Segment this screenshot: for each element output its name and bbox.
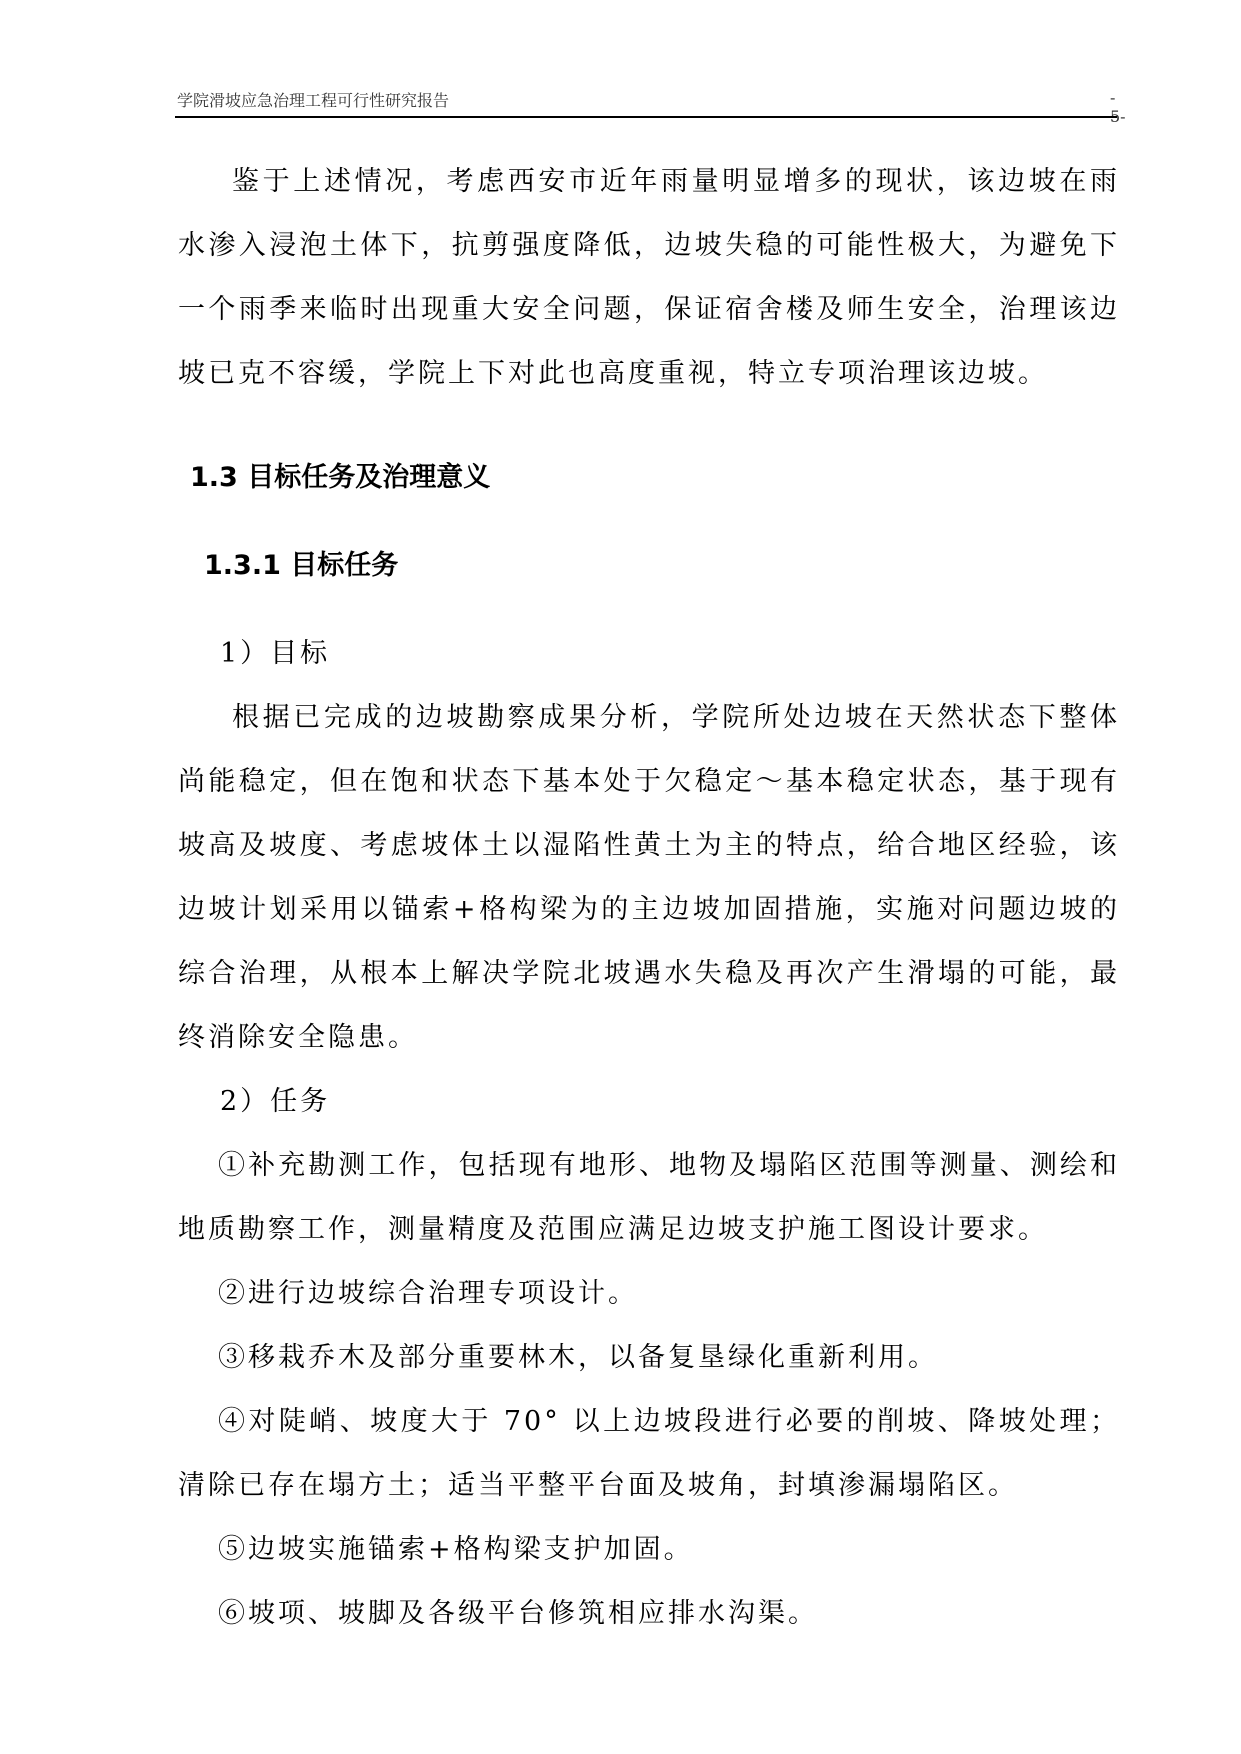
intro-paragraph: 鉴于上述情况，考虑西安市近年雨量明显增多的现状，该边坡在雨水渗入浸泡土体下，抗剪强度降低，边坡失稳的可能性极大，为避免下一个雨季来临时出现重大安全问题，保证宿舍楼及师生安全，治理该边坡已克不容缓，学院上下对此也高度重视，特立专项治理该边坡。 [178,166,1120,389]
page-header [175,82,1126,126]
task-item: ⑤边坡实施锚索+格构梁支护加固。 [218,1534,694,1565]
subsection-heading: 1.3.1 目标任务 [204,550,399,581]
section-heading: 1.3 目标任务及治理意义 [190,462,491,493]
task-item: ⑥坡项、坡脚及各级平台修筑相应排水沟渠。 [218,1598,818,1629]
task-item: ③移栽乔木及部分重要林木，以备复垦绿化重新利用。 [218,1342,938,1373]
task-item: ①补充勘测工作，包括现有地形、地物及塌陷区范围等测量、测绘和地质勘察工作，测量精度及范围应满足边坡支护施工图设计要求。 [178,1150,1120,1245]
page-number: - 5- [1110,88,1126,126]
tasks-heading: 2）任务 [220,1086,331,1117]
document-body [178,150,1120,1646]
goal-paragraph: 根据已完成的边坡勘察成果分析，学院所处边坡在天然状态下整体尚能稳定，但在饱和状态下基本处于欠稳定～基本稳定状态，基于现有坡高及坡度、考虑坡体土以湿陷性黄土为主的特点，给合地区经验，该边坡计划采用以锚索+格构梁为的主边坡加固措施，实施对问题边坡的综合治理，从根本上解决学院北坡遇水失稳及再次产生滑塌的可能，最终消除安全隐患。 [178,702,1120,1053]
task-item: ④对陡峭、坡度大于 70° 以上边坡段进行必要的削坡、降坡处理；清除已存在塌方土；适当平整平台面及坡角，封填渗漏塌陷区。 [178,1406,1120,1501]
task-item: ②进行边坡综合治理专项设计。 [218,1278,638,1309]
header-title: 学院滑坡应急治理工程可行性研究报告 [177,91,450,110]
goal-heading: 1）目标 [220,638,331,669]
